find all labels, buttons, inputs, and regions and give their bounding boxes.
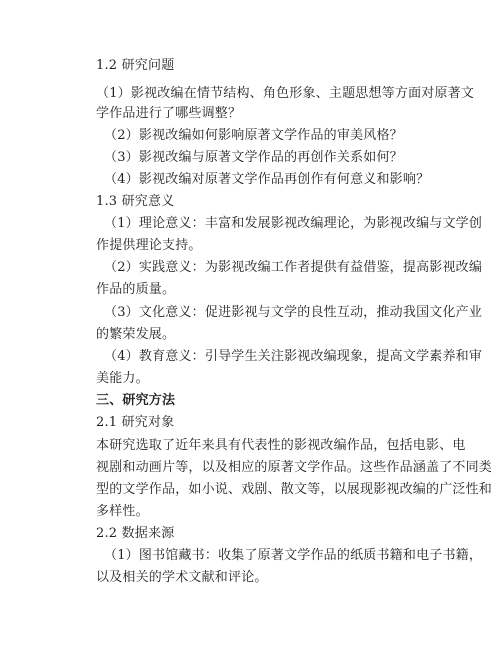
paragraph-line: （1）理论意义：丰富和发展影视改编理论，为影视改编与文学创 [104, 216, 483, 231]
heading-1-2: 1.2 研究问题 [96, 58, 175, 73]
paragraph-line: （3）影视改编与原著文学作品的再创作关系如何？ [104, 150, 403, 165]
paragraph-line: （1）图书馆藏书：收集了原著文学作品的纸质书籍和电子书籍， [104, 548, 483, 563]
paragraph-line: 作品的质量。 [96, 282, 176, 297]
paragraph-line: 以及相关的学术文献和评论。 [96, 570, 268, 585]
heading-1-3: 1.3 研究意义 [96, 194, 175, 209]
paragraph-line: （1）影视改编在情节结构、角色形象、主题思想等方面对原著文 [96, 86, 475, 101]
paragraph-line: 视剧和动画片等，以及相应的原著文学作品。这些作品涵盖了不同类 [96, 460, 493, 475]
heading-2-1: 2.1 研究对象 [96, 415, 175, 430]
paragraph-line: 学作品进行了哪些调整？ [96, 106, 242, 121]
paragraph-line: （4）教育意义：引导学生关注影视改编现象，提高文学素养和审 [104, 349, 483, 364]
paragraph-line: 美能力。 [96, 371, 149, 386]
paragraph-line: 本研究选取了近年来具有代表性的影视改编作品，包括电影、电 [96, 438, 466, 453]
paragraph-line: 的繁荣发展。 [96, 327, 176, 342]
paragraph-line: 作提供理论支持。 [96, 238, 202, 253]
section-heading-research-methods: 三、研究方法 [96, 393, 176, 408]
paragraph-line: （2）实践意义：为影视改编工作者提供有益借鉴，提高影视改编 [104, 260, 483, 275]
paragraph-line: 多样性。 [96, 504, 149, 519]
paragraph-line: （2）影视改编如何影响原著文学作品的审美风格？ [104, 128, 403, 143]
paragraph-line: （3）文化意义：促进影视与文学的良性互动，推动我国文化产业 [104, 305, 483, 320]
heading-2-2: 2.2 数据来源 [96, 526, 175, 541]
paragraph-line: （4）影视改编对原著文学作品再创作有何意义和影响？ [104, 172, 430, 187]
paragraph-line: 型的文学作品，如小说、戏剧、散文等，以展现影视改编的广泛性和 [96, 482, 493, 497]
